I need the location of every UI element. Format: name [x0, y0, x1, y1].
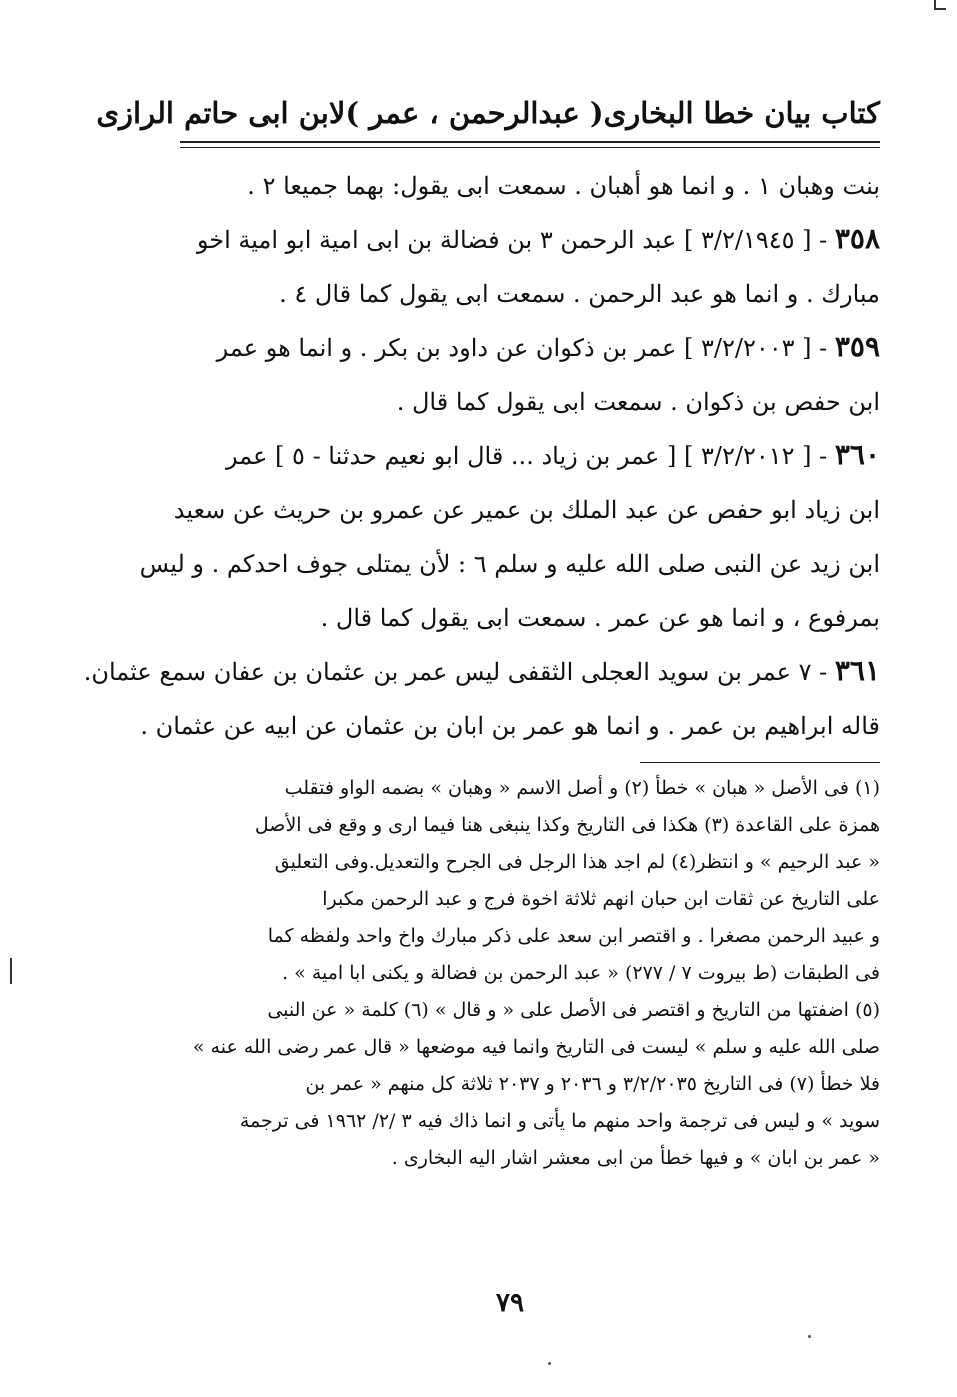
text-line: ابن حفص بن ذكوان . سمعت ابى يقول كما قال . — [396, 388, 880, 416]
entry-361: ٣٦١ - ٧ عمر بن سويد العجلى الثقفى ليس عمر بن عثمان بن عفان سمع عثمان. — [83, 654, 880, 687]
footnote-line: (١) فى الأصل « هبان » خطأ (٢) و أصل الاسم « وهبان » بضمه الواو فتقلب — [284, 777, 880, 799]
footnote-line: « عمر بن ابان » و فيها خطأ من ابى معشر اشار اليه البخارى . — [391, 1147, 880, 1169]
entry-number: ٣٥٩ — [834, 330, 880, 363]
scan-speck — [548, 1362, 551, 1365]
text-line: ابن زياد ابو حفص عن عبد الملك بن عمير عن عمرو بن حريث عن سعيد — [173, 496, 880, 524]
text-line: مبارك . و انما هو عبد الرحمن . سمعت ابى يقول كما قال ٤ . — [279, 280, 880, 308]
footnote-line: صلى الله عليه و سلم » ليست فى التاريخ وانما فيه موضعها « قال عمر رضى الله عنه » — [192, 1036, 880, 1058]
header-rule — [180, 141, 880, 143]
margin-mark — [10, 958, 12, 984]
footnote-line: سويد » و ليس فى ترجمة واحد منهم ما يأتى و انما ذاك فيه ٣ /٢/ ١٩٦٢ فى ترجمة — [239, 1110, 880, 1132]
header-names: ( عبدالرحمن ، عمر ) — [345, 96, 604, 130]
main-text — [83, 158, 880, 752]
entry-358: ٣٥٨ - [ ٣/٢/١٩٤٥ ] عبد الرحمن ٣ بن فضالة بن ابى امية ابو امية اخو — [196, 222, 880, 255]
entry-360: ٣٦٠ - [ ٣/٢/٢٠١٢ ] [ عمر بن زياد ... قال ابو نعيم حدثنا - ٥ ] عمر — [225, 438, 880, 471]
entry-359: ٣٥٩ - [ ٣/٢/٢٠٠٣ ] عمر بن ذكوان عن داود بن بكر . و انما هو عمر — [216, 330, 880, 363]
footnote-line: همزة على القاعدة (٣) هكذا فى التاريخ وكذا ينبغى هنا فيما ارى و وقع فى الأصل — [254, 814, 880, 836]
entry-number: ٣٥٨ — [834, 222, 880, 255]
page-number: ٧٩ — [496, 1288, 524, 1318]
text-line: بنت وهبان ١ . و انما هو أهبان . سمعت ابى يقول: بهما جميعا ٢ . — [247, 172, 880, 200]
header-book-title: كتاب بيان خطا البخارى — [603, 96, 880, 130]
header-author: لابن ابى حاتم الرازى — [96, 96, 346, 130]
footnote-line: على التاريخ عن ثقات ابن حبان انهم ثلاثة اخوة فرج و عبد الرحمن مكبرا — [322, 888, 880, 910]
footnote-line: فلا خطأ (٧) فى التاريخ ٣/٢/٢٠٣٥ و ٢٠٣٦ و ٢٠٣٧ ثلاثة كل منهم « عمر بن — [305, 1073, 880, 1095]
header-rule-thin — [180, 147, 880, 148]
footnote-line: « عبد الرحيم » و انتظر(٤) لم اجد هذا الرجل فى الجرح والتعديل.وفى التعليق — [274, 851, 880, 873]
footnotes — [185, 770, 880, 1177]
footnote-line: و عبيد الرحمن مصغرا . و اقتصر ابن سعد على ذكر مبارك واخ واحد ولفظه كما — [267, 925, 880, 947]
scan-corner-mark — [934, 0, 946, 10]
entry-number: ٣٦٠ — [834, 438, 880, 471]
footnote-line: (٥) اضفتها من التاريخ و اقتصر فى الأصل على « و قال » (٦) كلمة « عن النبى — [267, 999, 880, 1021]
running-header — [96, 88, 880, 138]
text-line: ابن زيد عن النبى صلى الله عليه و سلم ٦ : لأن يمتلى جوف احدكم . و ليس — [139, 550, 880, 578]
scan-speck — [808, 1335, 811, 1338]
footnote-line: فى الطبقات (ط بيروت ٧ / ٢٧٧) « عبد الرحمن بن فضالة و يكنى ابا امية » . — [282, 962, 880, 984]
entry-number: ٣٦١ — [834, 654, 880, 687]
text-line: قاله ابراهيم بن عمر . و انما هو عمر بن ابان بن عثمان عن ابيه عن عثمان . — [140, 712, 880, 740]
footnote-separator — [640, 762, 880, 763]
text-line: بمرفوع ، و انما هو عن عمر . سمعت ابى يقول كما قال . — [320, 604, 880, 632]
